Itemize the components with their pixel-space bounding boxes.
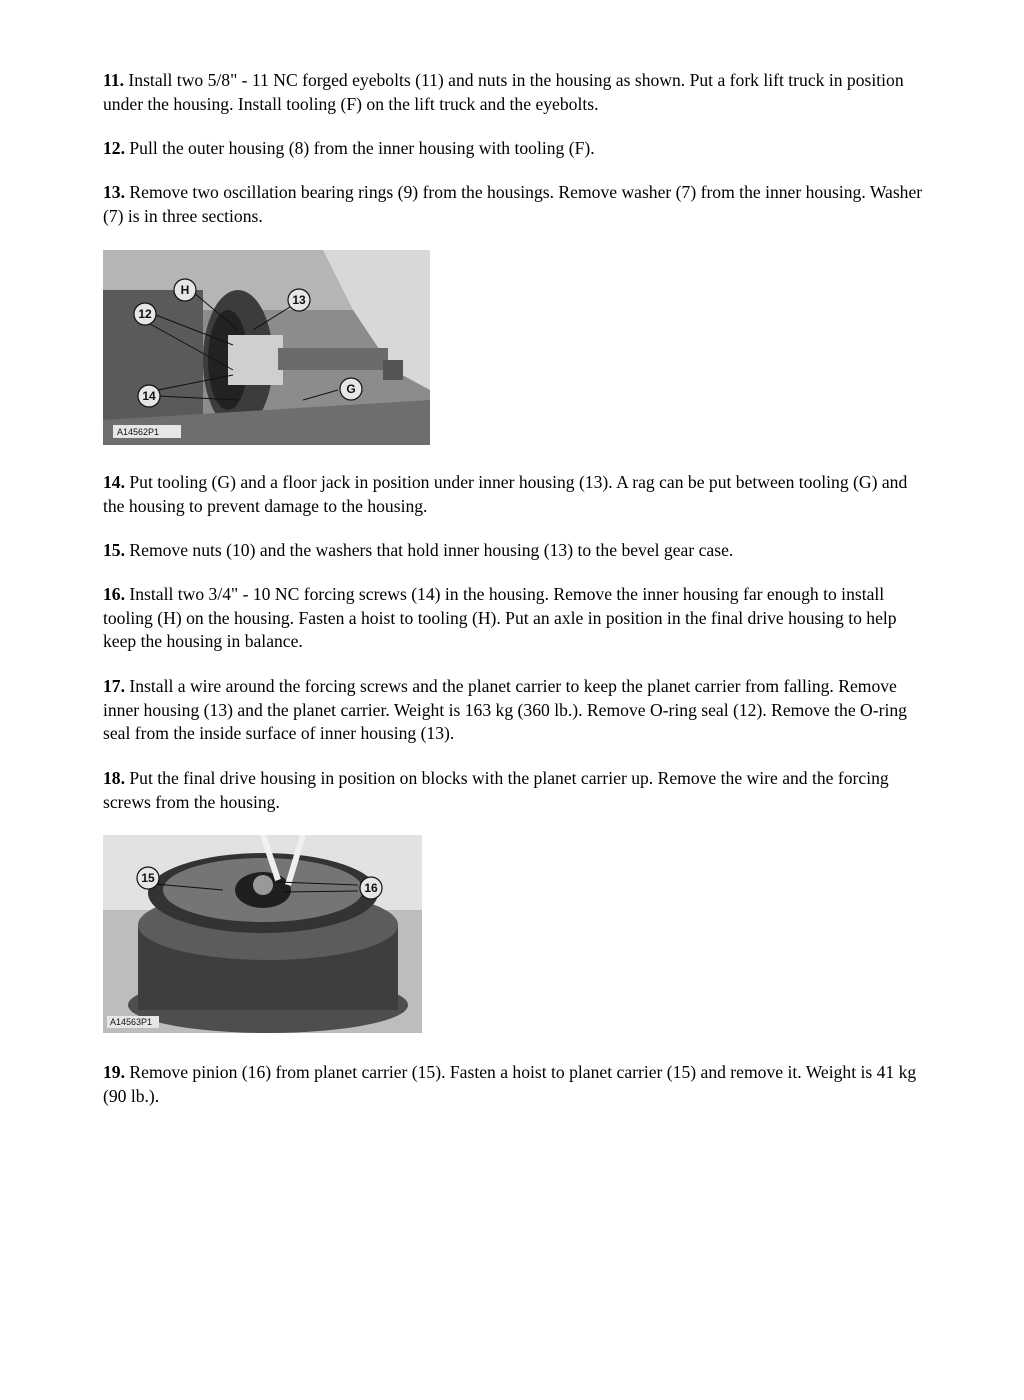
figure-photo <box>103 835 422 1033</box>
step-17 <box>103 675 923 746</box>
step-19 <box>103 1061 923 1108</box>
step-text: Install two 5/8" - 11 NC forged eyebolts (11) and nuts in the housing as shown. Put a fork lift truck in position under the housing. Install tooling (F) on the lift truck and the eyebolts. <box>103 70 904 114</box>
step-text: Remove nuts (10) and the washers that hold inner housing (13) to the bevel gear case. <box>125 540 734 560</box>
step-number: 18. <box>103 768 125 788</box>
step-12 <box>103 137 923 161</box>
callout-label: 16 <box>364 881 378 895</box>
callout-label: 14 <box>142 389 156 403</box>
step-15 <box>103 539 923 563</box>
step-text: Remove pinion (16) from planet carrier (15). Fasten a hoist to planet carrier (15) and remove it. Weight is 41 kg (90 lb.). <box>103 1062 917 1106</box>
step-text: Pull the outer housing (8) from the inner housing with tooling (F). <box>125 138 595 158</box>
callout-label: H <box>180 283 190 297</box>
step-text: Install a wire around the forcing screws and the planet carrier to keep the planet carrier from falling. Remove inner housing (13) and the planet carrier. Weight is 163 kg (360 lb.). Remove O-ring seal (12). Remove the O-ring seal from the inside surface of inner housing (13). <box>103 676 907 743</box>
figure-photo <box>103 250 430 445</box>
figure-caption: A14563P1 <box>110 1017 153 1027</box>
step-16 <box>103 583 923 654</box>
step-number: 14. <box>103 472 125 492</box>
step-number: 15. <box>103 540 125 560</box>
figure-planet-carrier <box>103 835 422 1033</box>
step-13 <box>103 181 923 228</box>
step-number: 12. <box>103 138 125 158</box>
step-text: Put tooling (G) and a floor jack in position under inner housing (13). A rag can be put between tooling (G) and the housing to prevent damage to the housing. <box>103 472 908 516</box>
callout-label: 15 <box>141 871 155 885</box>
step-number: 11. <box>103 70 125 90</box>
step-number: 19. <box>103 1062 125 1082</box>
callout-label: 13 <box>292 293 306 307</box>
callout-label: G <box>346 382 356 396</box>
step-text: Put the final drive housing in position on blocks with the planet carrier up. Remove the wire and the forcing screws from the housing. <box>103 768 889 812</box>
step-18 <box>103 767 923 814</box>
step-11 <box>103 69 923 116</box>
step-number: 13. <box>103 182 125 202</box>
figure-caption: A14562P1 <box>117 427 160 437</box>
step-number: 16. <box>103 584 125 604</box>
callout-label: 12 <box>138 307 152 321</box>
step-14 <box>103 471 923 518</box>
step-text: Install two 3/4" - 10 NC forcing screws (14) in the housing. Remove the inner housing far enough to install tooling (H) on the housing. Fasten a hoist to tooling (H). Put an axle in position in the final drive housing to help keep the housing in balance. <box>103 584 897 651</box>
step-number: 17. <box>103 676 125 696</box>
figure-inner-housing-removal <box>103 250 430 445</box>
step-text: Remove two oscillation bearing rings (9) from the housings. Remove washer (7) from the inner housing. Washer (7) is in three sections. <box>103 182 923 226</box>
